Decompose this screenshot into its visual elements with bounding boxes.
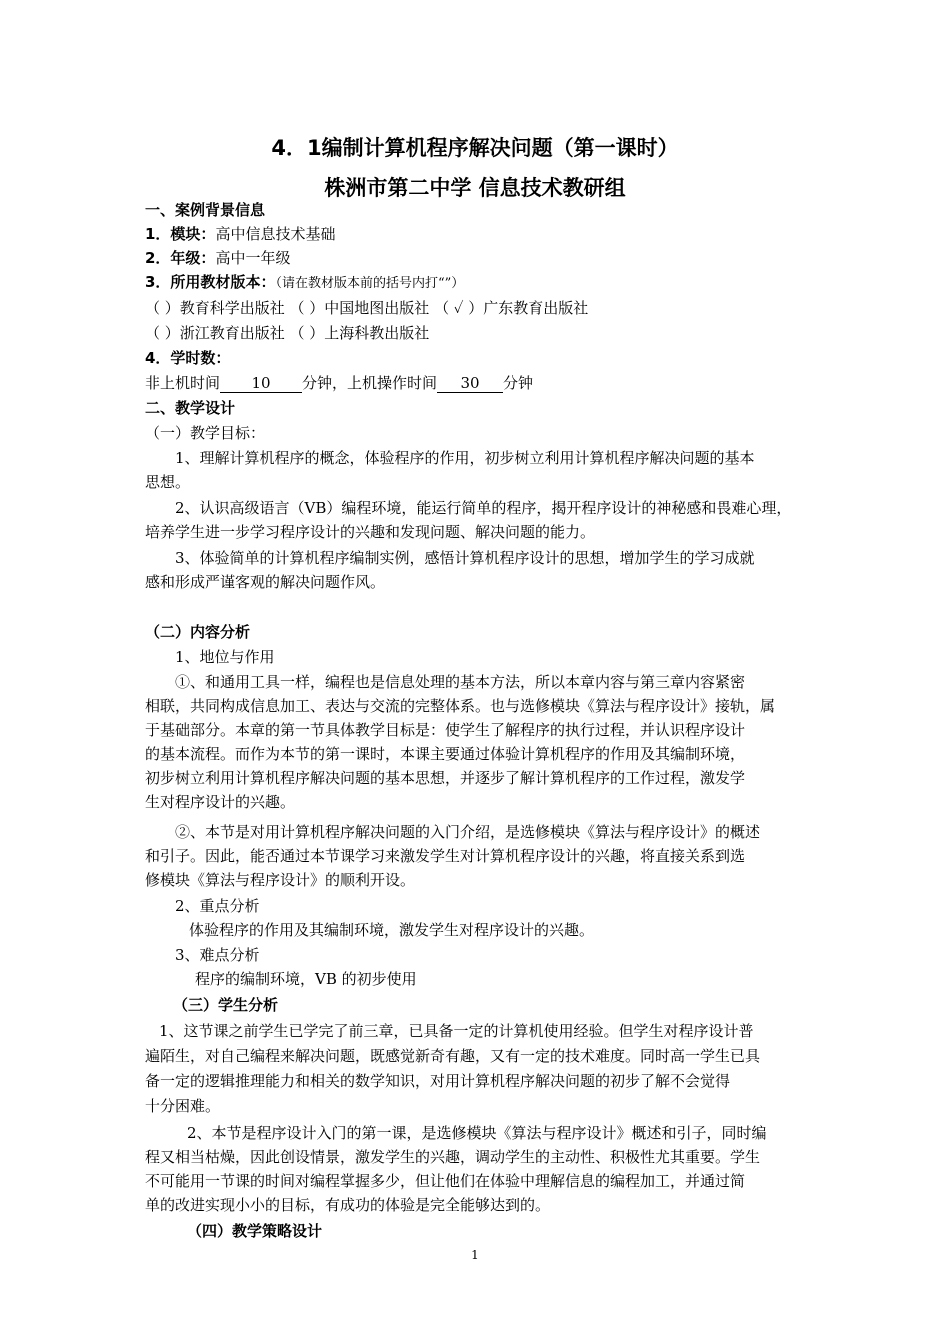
goal-2-line-2: 培养学生进一步学习程序设计的兴趣和发现问题、解决问题的能力。 <box>145 523 596 541</box>
section-heading-background: 一、案例背景信息 <box>145 201 266 219</box>
publisher-row-2: （ ）浙江教育出版社 （ ）上海科教出版社 <box>145 324 430 342</box>
textbook-note: （请在教材版本前的括号内打“”） <box>275 276 465 291</box>
content-p2-line-2: 和引子。因此，能否通过本节课学习来激发学生对计算机程序设计的兴趣，将直接关系到选 <box>145 847 746 865</box>
hours-label: 4．学时数： <box>145 349 231 367</box>
content-p2-line-1: ②、本节是对用计算机程序解决问题的入门介绍，是选修模块《算法与程序设计》的概述 <box>175 823 761 841</box>
student-p1-line-3: 备一定的逻辑推理能力和相关的数学知识，对用计算机程序解决问题的初步了解不会觉得 <box>145 1072 731 1090</box>
student-p2-line-2: 程又相当枯燥，因此创设情景，激发学生的兴趣，调动学生的主动性、积极性尤其重要。学生 <box>145 1148 761 1166</box>
goal-1-line-2: 思想。 <box>145 473 191 491</box>
key-points-heading: 2、重点分析 <box>175 897 260 915</box>
hours-online-value: 30 <box>437 374 503 393</box>
content-p1-line-5: 初步树立利用计算机程序解决问题的基本思想，并逐步了解计算机程序的工作过程，激发学 <box>145 769 746 787</box>
student-p2-line-3: 不可能用一节课的时间对编程掌握多少，但让他们在体验中理解信息的编程加工，并通过简 <box>145 1172 746 1190</box>
goal-3-line-1: 3、体验简单的计算机程序编制实例，感悟计算机程序设计的思想，增加学生的学习成就 <box>175 549 755 567</box>
goals-heading: （一）教学目标： <box>145 424 266 442</box>
publisher-row-1: （ ）教育科学出版社 （ ）中国地图出版社 （ ✓ ）广东教育出版社 <box>145 299 589 317</box>
difficulty-heading: 3、难点分析 <box>175 946 260 964</box>
goal-2-line-1: 2、认识高级语言（VB）编程环境，能运行简单的程序，揭开程序设计的神秘感和畏难心理， <box>175 499 792 517</box>
hours-offline-value: 10 <box>220 374 302 393</box>
content-p2-line-3: 修模块《算法与程序设计》的顺利开设。 <box>145 871 416 889</box>
module-label: 1．模块： <box>145 225 216 243</box>
content-p1-line-1: ①、和通用工具一样，编程也是信息处理的基本方法，所以本章内容与第三章内容紧密 <box>175 673 746 691</box>
content-p1-line-6: 生对程序设计的兴趣。 <box>145 793 296 811</box>
module-line <box>145 222 813 246</box>
grade-value: 高中一年级 <box>215 249 291 267</box>
grade-label: 2．年级： <box>145 249 216 267</box>
student-analysis-heading: （三）学生分析 <box>173 996 279 1014</box>
textbook-line <box>145 270 813 296</box>
position-role-heading: 1、地位与作用 <box>175 648 275 666</box>
key-points-text: 体验程序的作用及其编制环境，激发学生对程序设计的兴趣。 <box>189 921 595 939</box>
student-p1-line-4: 十分困难。 <box>145 1097 221 1115</box>
goal-3-line-2: 感和形成严谨客观的解决问题作风。 <box>145 573 386 591</box>
hours-suffix: 分钟 <box>503 374 534 392</box>
hours-line <box>145 371 813 395</box>
student-p2-line-1: 2、本节是程序设计入门的第一课，是选修模块《算法与程序设计》概述和引子，同时编 <box>187 1124 767 1142</box>
content-analysis-heading: （二）内容分析 <box>145 623 251 641</box>
student-p1-line-2: 遍陌生，对自己编程来解决问题，既感觉新奇有趣，又有一定的技术难度。同时高一学生已具 <box>145 1047 761 1065</box>
student-p2-line-4: 单的改进实现小小的目标，有成功的体验是完全能够达到的。 <box>145 1196 551 1214</box>
section-heading-design: 二、教学设计 <box>145 399 236 417</box>
hours-mid: 分钟，上机操作时间 <box>302 374 438 392</box>
document-subtitle: 株洲市第二中学 信息技术教研组 <box>324 176 626 200</box>
content-p1-line-2: 相联，共同构成信息加工、表达与交流的完整体系。也与选修模块《算法与程序设计》接轨，属 <box>145 697 776 715</box>
goal-1-line-1: 1、理解计算机程序的概念，体验程序的作用，初步树立利用计算机程序解决问题的基本 <box>175 449 755 467</box>
difficulty-text: 程序的编制环境，VB 的初步使用 <box>195 970 417 988</box>
content-p1-line-3: 于基础部分。本章的第一节具体教学目标是：使学生了解程序的执行过程，并认识程序设计 <box>145 721 746 739</box>
content-p1-line-4: 的基本流程。而作为本节的第一课时，本课主要通过体验计算机程序的作用及其编制环境， <box>145 745 746 763</box>
student-p1-line-1: 1、这节课之前学生已学完了前三章，已具备一定的计算机使用经验。但学生对程序设计普 <box>159 1022 754 1040</box>
textbook-label: 3．所用教材版本： <box>145 273 276 291</box>
strategy-heading: （四）教学策略设计 <box>187 1222 323 1240</box>
module-value: 高中信息技术基础 <box>215 225 336 243</box>
hours-prefix: 非上机时间 <box>145 374 221 392</box>
grade-line <box>145 246 813 270</box>
document-title: 4．1编制计算机程序解决问题（第一课时） <box>271 136 679 160</box>
page-number: 1 <box>471 1248 479 1262</box>
